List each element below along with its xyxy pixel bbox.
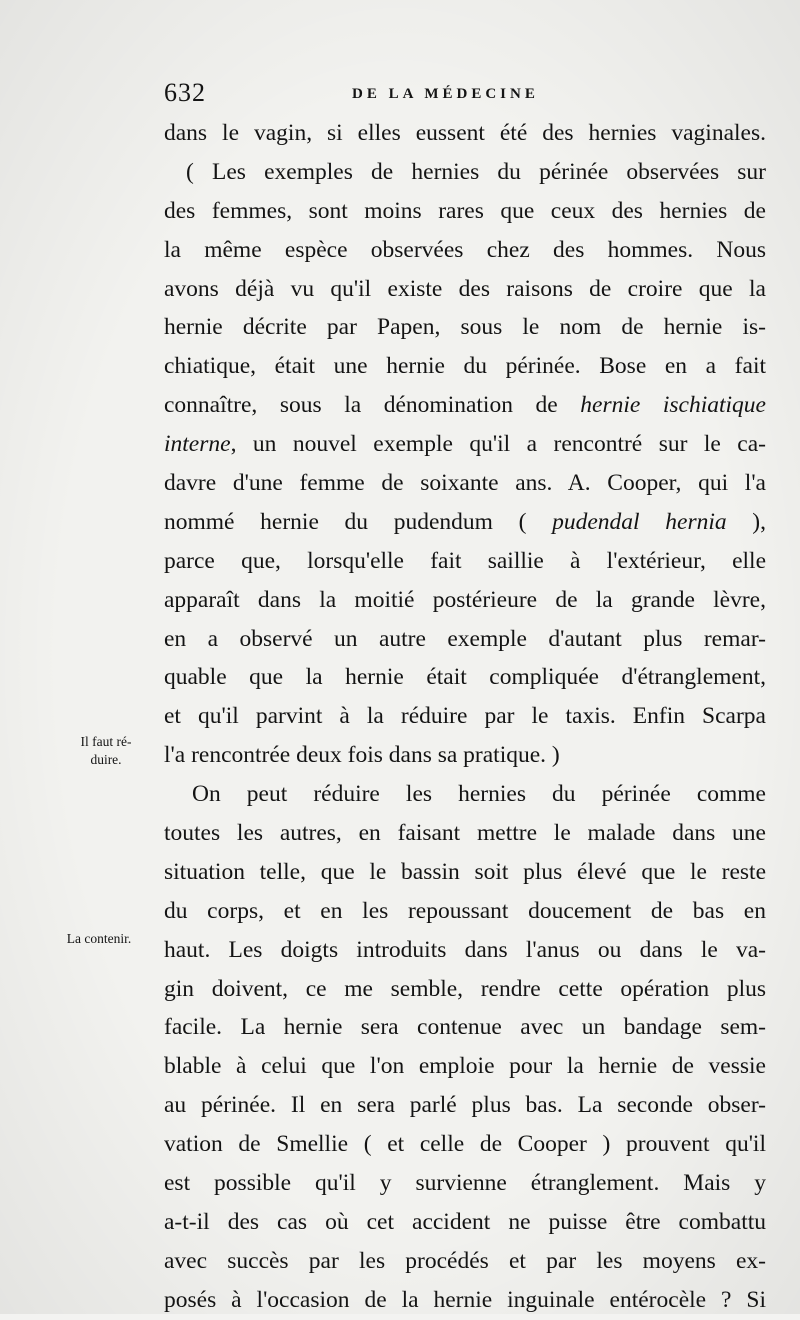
- text-line: facile. La hernie sera contenue avec un bandage sem-: [164, 1014, 766, 1041]
- text-line: connaître, sous la dénomination de hernie ischiatique: [164, 392, 766, 419]
- text-line: blable à celui que l'on emploie pour la hernie de vessie: [164, 1053, 766, 1080]
- page-number: 632: [164, 78, 206, 107]
- margin-note-reduce: [56, 733, 156, 769]
- margin-note-line: Il faut ré-: [80, 734, 132, 749]
- text-line: davre d'une femme de soixante ans. A. Cooper, qui l'a: [164, 470, 766, 497]
- text-line: nommé hernie du pudendum ( pudendal hernia ),: [164, 508, 766, 535]
- body-text: [164, 114, 766, 1320]
- page-header: [164, 78, 764, 114]
- text-line: quable que la hernie était compliquée d'étranglement,: [164, 664, 766, 691]
- text-line: l'a rencontrée deux fois dans sa pratique. ): [164, 742, 560, 769]
- text-line: gin doivent, ce me semble, rendre cette opération plus: [164, 975, 766, 1002]
- italic-term: interne: [164, 431, 231, 458]
- margin-note-contain: La contenir.: [66, 931, 132, 946]
- italic-term: hernie ischiatique: [580, 392, 766, 419]
- running-title: DE LA MÉDECINE: [352, 86, 539, 102]
- text-line: interne, un nouvel exemple qu'il a rencontré sur le ca-: [164, 431, 766, 458]
- text-line: des femmes, sont moins rares que ceux des hernies de: [164, 197, 766, 224]
- text-line: la même espèce observées chez des hommes. Nous: [164, 236, 766, 263]
- text-line: ( Les exemples de hernies du périnée observées sur: [186, 158, 766, 185]
- text-line: haut. Les doigts introduits dans l'anus ou dans le va-: [164, 936, 766, 963]
- text-line: est possible qu'il y survienne étranglement. Mais y: [164, 1170, 766, 1197]
- italic-term: pudendal hernia: [552, 508, 727, 535]
- text-line: vation de Smellie ( et celle de Cooper ) prouvent qu'il: [164, 1131, 766, 1158]
- text-line: au périnée. Il en sera parlé plus bas. La seconde obser-: [164, 1092, 766, 1119]
- text-line: avons déjà vu qu'il existe des raisons de croire que la: [164, 275, 766, 302]
- text-line: chiatique, était une hernie du périnée. Bose en a fait: [164, 353, 766, 380]
- text-line: du corps, et en les repoussant doucement de bas en: [164, 897, 766, 924]
- text-line: et qu'il parvint à la réduire par le taxis. Enfin Scarpa: [164, 703, 766, 730]
- text-line: On peut réduire les hernies du périnée comme: [192, 781, 766, 808]
- text-line: dans le vagin, si elles eussent été des hernies vaginales.: [164, 120, 766, 146]
- text-line: posés à l'occasion de la hernie inguinale entérocèle ? Si: [164, 1286, 766, 1313]
- text-line: avec succès par les procédés et par les moyens ex-: [164, 1247, 766, 1274]
- text-line: en a observé un autre exemple d'autant plus remar-: [164, 625, 766, 652]
- text-line: parce que, lorsqu'elle fait saillie à l'extérieur, elle: [164, 547, 766, 574]
- margin-note-line: duire.: [90, 752, 122, 767]
- text-line: apparaît dans la moitié postérieure de la grande lèvre,: [164, 586, 766, 613]
- text-line: situation telle, que le bassin soit plus élevé que le reste: [164, 858, 766, 885]
- text-line: hernie décrite par Papen, sous le nom de hernie is-: [164, 314, 766, 341]
- text-line: toutes les autres, en faisant mettre le malade dans une: [164, 820, 766, 847]
- text-line: a-t-il des cas où cet accident ne puisse être combattu: [164, 1208, 766, 1235]
